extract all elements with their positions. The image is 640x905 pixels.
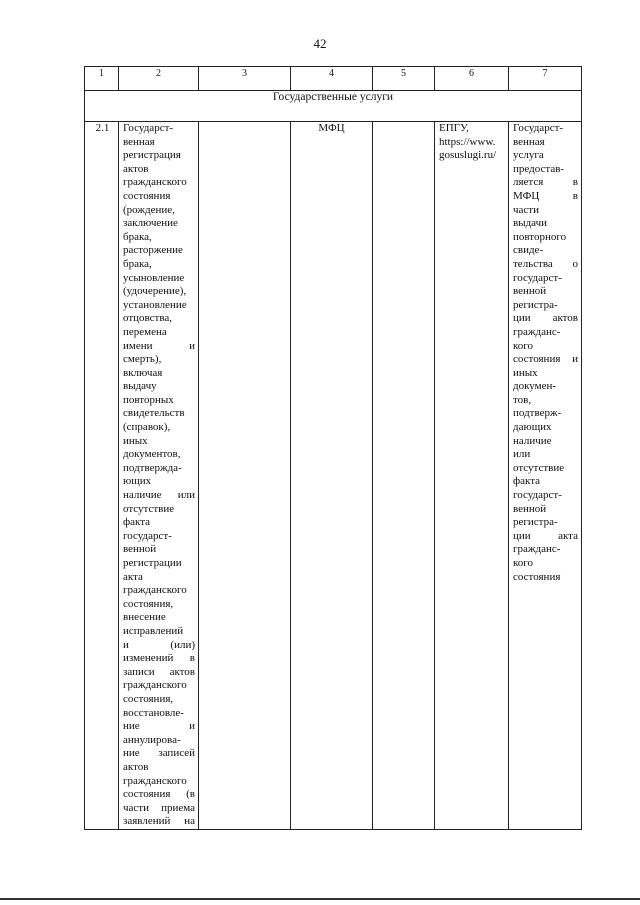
note-line: регистра- [513, 516, 558, 529]
description-line: выдачу [123, 380, 157, 393]
note-line: выдачи [513, 217, 548, 230]
description-line: заключение [123, 217, 178, 230]
description-line: отцовства, [123, 312, 173, 325]
note-line: услуга [513, 149, 544, 162]
description-line: усыновление [123, 271, 185, 284]
column-header: 1 [85, 67, 119, 91]
description-line: факта [123, 516, 151, 529]
description-line: свидетельств [123, 407, 185, 420]
description-line: ние записей [123, 747, 195, 760]
header-row [85, 67, 582, 91]
portal-line: gosuslugi.ru/ [439, 149, 497, 162]
note-line: наличие [513, 434, 552, 447]
services-table [84, 66, 582, 830]
description-line: внесение [123, 611, 166, 624]
note-line: ции акта [513, 529, 578, 542]
description-line: (справок), [123, 421, 171, 434]
description-line: венная [123, 135, 155, 148]
description-line: государст- [123, 529, 172, 542]
portal-cell [435, 122, 509, 830]
portal-line: https://www. [439, 135, 496, 148]
provider-cell: МФЦ [291, 122, 373, 830]
note-line: подтверж- [513, 407, 562, 420]
cell-col5 [373, 122, 435, 830]
note-cell [509, 122, 582, 830]
description-line: включая [123, 366, 163, 379]
description-line: акта [123, 570, 143, 583]
description-line: брака, [123, 257, 152, 270]
description-line: регистрации [123, 557, 182, 569]
note-line: состояния [513, 570, 561, 583]
description-line: расторжение [123, 244, 183, 257]
description-line: гражданского [123, 584, 187, 597]
description-line: состояния (в [123, 788, 195, 801]
description-line: отсутствие [123, 502, 175, 515]
description-line: ющих [123, 475, 152, 488]
description-line: имени и [123, 339, 195, 352]
description-line: заявлений на [123, 815, 195, 828]
description-line: гражданского [123, 774, 187, 787]
description-line: состояния [123, 189, 171, 202]
description-line: и (или) [123, 638, 195, 651]
description-line: подтвержда- [123, 461, 182, 474]
note-line: государст- [513, 489, 562, 502]
note-line: кого [513, 339, 534, 352]
row-number: 2.1 [85, 122, 119, 830]
description-line: исправлений [123, 624, 184, 637]
description-line: Государст- [123, 122, 174, 134]
description-line: записи актов [123, 665, 195, 678]
column-header: 4 [291, 67, 373, 91]
description-line: восстановле- [123, 706, 184, 719]
column-header: 2 [119, 67, 199, 91]
description-line: документов, [123, 448, 181, 461]
note-line: гражданс- [513, 325, 561, 338]
section-title: Государственные услуги [85, 91, 582, 122]
service-description [119, 122, 199, 830]
description-line: состояния, [123, 597, 174, 610]
description-line: перемена [123, 325, 167, 338]
note-line: предостав- [513, 162, 565, 175]
description-line: изменений в [123, 652, 195, 665]
description-line: повторных [123, 393, 174, 406]
section-row [85, 91, 582, 122]
description-line: (рождение, [123, 203, 175, 216]
note-line: или [513, 448, 531, 461]
page-number: 42 [313, 36, 327, 51]
column-header: 6 [435, 67, 509, 91]
description-line: установление [123, 298, 187, 311]
column-header: 3 [199, 67, 291, 91]
column-header: 7 [509, 67, 582, 91]
note-line: ляется в [513, 176, 578, 189]
description-line: аннулирова- [123, 733, 181, 746]
description-line: состояния, [123, 692, 174, 705]
description-line: актов [123, 162, 149, 175]
description-line: актов [123, 760, 149, 773]
note-line: кого [513, 557, 534, 569]
note-line: состояния и [513, 353, 578, 366]
description-line: брака, [123, 230, 152, 243]
note-line: факта [513, 475, 541, 488]
note-line: государст- [513, 271, 562, 284]
description-line: ние и [123, 720, 195, 733]
description-line: части приема [123, 801, 195, 814]
description-line: наличие или [123, 489, 195, 502]
note-line: тов, [513, 393, 532, 406]
note-line: ции актов [513, 312, 578, 325]
note-line: свиде- [513, 244, 544, 257]
description-line: (удочерение), [123, 285, 187, 298]
description-line: регистрация [123, 149, 181, 162]
note-line: дающих [513, 421, 552, 434]
note-line: повторного [513, 230, 567, 243]
description-line: гражданского [123, 679, 187, 692]
column-header: 5 [373, 67, 435, 91]
note-line: венной [513, 285, 547, 298]
note-line: тельства о [513, 257, 578, 270]
description-line: гражданского [123, 176, 187, 189]
note-line: регистра- [513, 298, 558, 311]
description-line: смерть), [123, 353, 162, 366]
note-line: отсутствие [513, 461, 565, 474]
note-line: гражданс- [513, 543, 561, 556]
description-line: иных [123, 434, 148, 447]
description-line: венной [123, 543, 157, 556]
note-line: Государст- [513, 122, 564, 134]
note-line: докумен- [513, 380, 557, 393]
note-line: венной [513, 502, 547, 515]
note-line: МФЦ в [513, 189, 578, 202]
note-line: части [513, 203, 539, 216]
page-bottom-rule [0, 898, 640, 900]
cell-col3 [199, 122, 291, 830]
table-row [85, 122, 582, 830]
note-line: венная [513, 135, 545, 148]
note-line: иных [513, 366, 538, 379]
portal-line: ЕПГУ, [439, 122, 469, 134]
